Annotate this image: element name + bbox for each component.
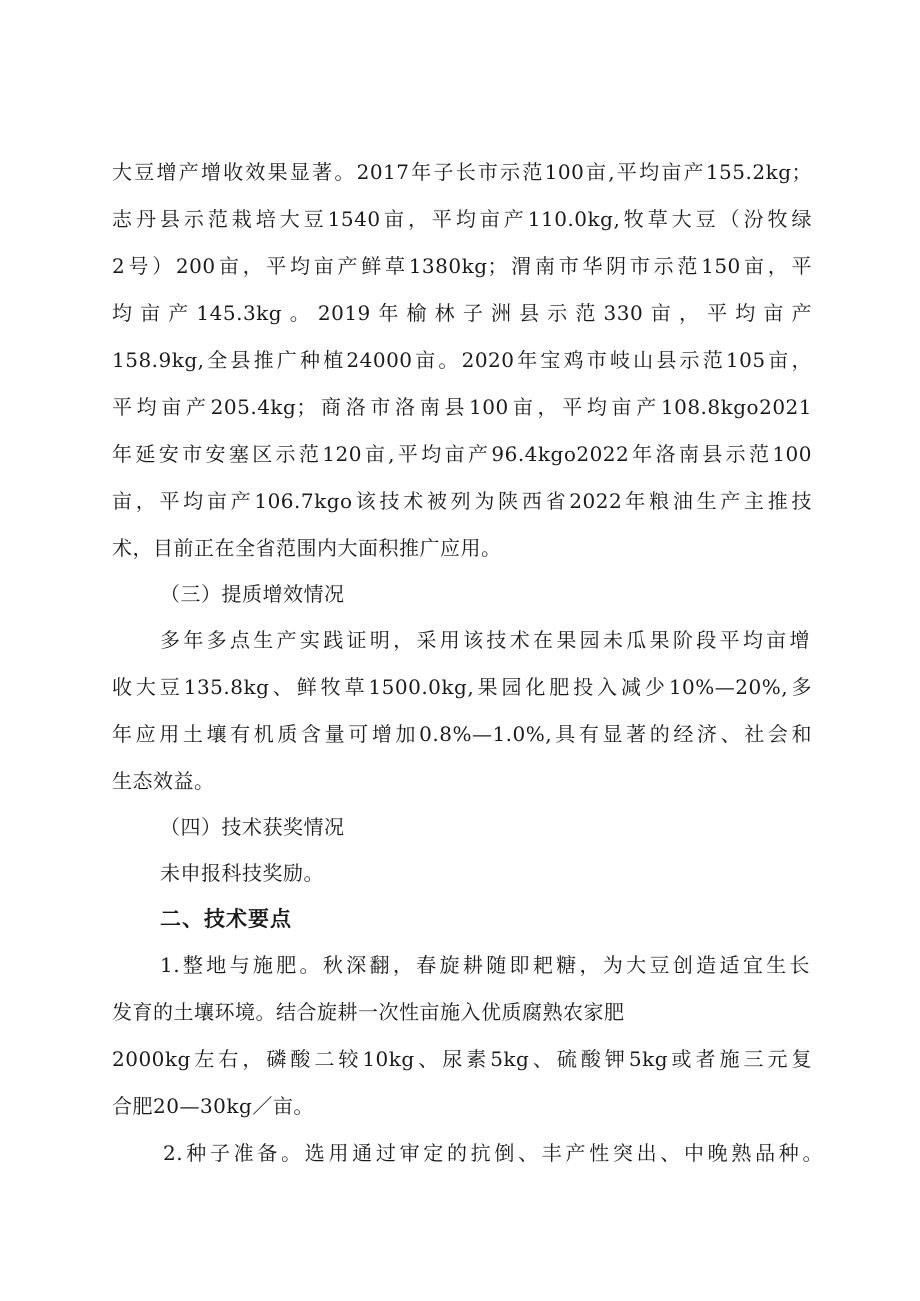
- paragraph-line: 收大豆135.8kg、鲜牧草1500.0kg,果园化肥投入减少10%—20%,多: [112, 675, 812, 699]
- paragraph-line: 合肥20—30kg／亩。: [112, 1094, 314, 1118]
- paragraph-line: 发育的土壤环境。结合旋耕一次性亩施入优质腐熟农家肥: [112, 1000, 625, 1024]
- paragraph-line: 生态效益。: [112, 769, 215, 793]
- section-subheading: （四）技术获奖情况: [160, 815, 345, 839]
- paragraph-line: 年应用土壤有机质含量可增加0.8%—1.0%,具有显著的经济、社会和: [112, 722, 812, 746]
- paragraph-line: 2.种子准备。选用通过审定的抗倒、丰产性突出、中晚熟品种。: [163, 1141, 823, 1165]
- paragraph-line: 志丹县示范栽培大豆1540亩，平均亩产110.0kg,牧草大豆（汾牧绿: [112, 207, 812, 231]
- paragraph-line: 多年多点生产实践证明，采用该技术在果园未瓜果阶段平均亩增: [160, 628, 810, 652]
- paragraph-line: 158.9kg,全县推广种植24000亩。2020年宝鸡市岐山县示范105亩，: [112, 348, 812, 372]
- paragraph-line: 均亩产145.3kg。2019年榆林子洲县示范330亩，平均亩产: [112, 301, 812, 325]
- paragraph-line: 平均亩产205.4kg；商洛市洛南县100亩，平均亩产108.8kgo2021: [112, 395, 812, 419]
- section-subheading: （三）提质增效情况: [160, 582, 345, 606]
- paragraph-line: 2000kg左右，磷酸二较10kg、尿素5kg、硫酸钾5kg或者施三元复: [112, 1047, 812, 1071]
- paragraph-line: 2号）200亩，平均亩产鲜草1380kg；渭南市华阴市示范150亩，平: [112, 254, 812, 278]
- paragraph-line: 1.整地与施肥。秋深翻，春旋耕随即耙糖，为大豆创造适宜生长: [160, 953, 810, 977]
- paragraph-line: 大豆增产增收效果显著。2017年子长市示范100亩,平均亩产155.2kg；: [112, 160, 812, 184]
- paragraph-line: 亩，平均亩产106.7kgo该技术被列为陕西省2022年粮油生产主推技: [112, 489, 812, 513]
- paragraph-line: 未申报科技奖励。: [160, 861, 324, 885]
- paragraph-line: 年延安市安塞区示范120亩,平均亩产96.4kgo2022年洛南县示范100: [112, 442, 812, 466]
- section-heading: 二、技术要点: [160, 907, 292, 931]
- paragraph-line: 术，目前正在全省范围内大面积推广应用。: [112, 536, 502, 560]
